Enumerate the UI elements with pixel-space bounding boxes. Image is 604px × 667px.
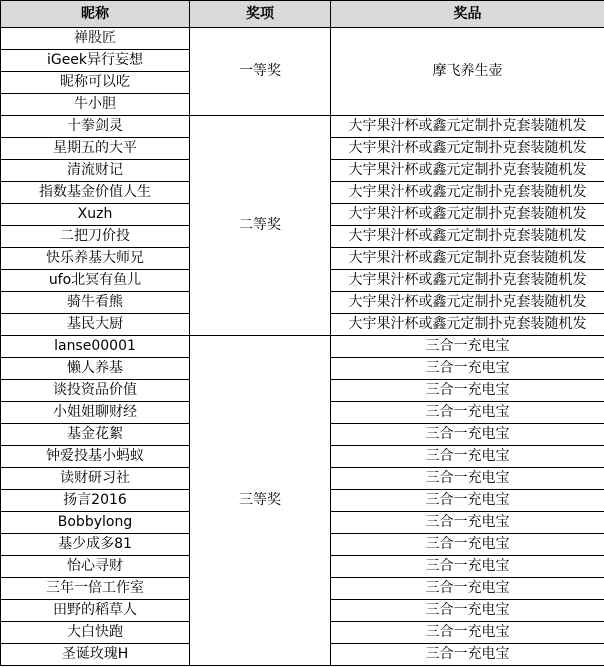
winner-nickname: ufo北冥有鱼儿 — [1, 270, 190, 292]
winner-nickname: 圣诞玫瑰H — [1, 644, 190, 666]
winner-nickname: 基金花絮 — [1, 424, 190, 446]
winner-nickname: lanse00001 — [1, 336, 190, 358]
prize-item: 三合一充电宝 — [331, 424, 604, 446]
header-row — [1, 1, 604, 28]
prize-item: 三合一充电宝 — [331, 336, 604, 358]
prize-tier: 二等奖 — [190, 116, 331, 336]
prize-item: 三合一充电宝 — [331, 402, 604, 424]
header-tier: 奖项 — [190, 1, 331, 28]
winner-nickname: Xuzh — [1, 204, 190, 226]
winner-nickname: 二把刀价投 — [1, 226, 190, 248]
prize-item: 大宇果汁杯或鑫元定制扑克套装随机发 — [331, 292, 604, 314]
prize-item: 大宇果汁杯或鑫元定制扑克套装随机发 — [331, 270, 604, 292]
winner-nickname: 三年一倍工作室 — [1, 578, 190, 600]
prize-item: 大宇果汁杯或鑫元定制扑克套装随机发 — [331, 116, 604, 138]
winner-nickname: 读财研习社 — [1, 468, 190, 490]
prize-item: 大宇果汁杯或鑫元定制扑克套装随机发 — [331, 248, 604, 270]
winner-nickname: 基少成多81 — [1, 534, 190, 556]
winner-nickname: 扬言2016 — [1, 490, 190, 512]
prize-item: 大宇果汁杯或鑫元定制扑克套装随机发 — [331, 182, 604, 204]
table-row — [1, 116, 604, 138]
prize-item: 大宇果汁杯或鑫元定制扑克套装随机发 — [331, 226, 604, 248]
prize-item: 三合一充电宝 — [331, 600, 604, 622]
prize-item: 三合一充电宝 — [331, 468, 604, 490]
prize-item: 三合一充电宝 — [331, 622, 604, 644]
table-row — [1, 28, 604, 50]
winner-nickname: 钟爱投基小蚂蚁 — [1, 446, 190, 468]
winner-nickname: 快乐养基大师兄 — [1, 248, 190, 270]
winner-nickname: 谈投资品价值 — [1, 380, 190, 402]
table-body — [1, 28, 604, 666]
prize-item: 摩飞养生壶 — [331, 28, 604, 116]
winner-nickname: 骑牛看熊 — [1, 292, 190, 314]
prize-tier: 一等奖 — [190, 28, 331, 116]
winner-nickname: iGeek异行妄想 — [1, 50, 190, 72]
winner-nickname: 牛小胆 — [1, 94, 190, 116]
prize-item: 大宇果汁杯或鑫元定制扑克套装随机发 — [331, 138, 604, 160]
prize-item: 三合一充电宝 — [331, 512, 604, 534]
winner-nickname: 大白快跑 — [1, 622, 190, 644]
winner-nickname: 禅股匠 — [1, 28, 190, 50]
winner-nickname: 指数基金价值人生 — [1, 182, 190, 204]
prize-item: 三合一充电宝 — [331, 556, 604, 578]
prize-item: 三合一充电宝 — [331, 644, 604, 666]
winner-nickname: 星期五的大平 — [1, 138, 190, 160]
winner-nickname: 昵称可以吃 — [1, 72, 190, 94]
prize-item: 大宇果汁杯或鑫元定制扑克套装随机发 — [331, 160, 604, 182]
prize-item: 大宇果汁杯或鑫元定制扑克套装随机发 — [331, 314, 604, 336]
prize-item: 三合一充电宝 — [331, 446, 604, 468]
prize-item: 三合一充电宝 — [331, 534, 604, 556]
prize-item: 大宇果汁杯或鑫元定制扑克套装随机发 — [331, 204, 604, 226]
winner-nickname: 清流财记 — [1, 160, 190, 182]
winner-nickname: 基民大厨 — [1, 314, 190, 336]
prize-tier: 三等奖 — [190, 336, 331, 666]
winner-nickname: 十拳剑灵 — [1, 116, 190, 138]
winner-nickname: 小姐姐聊财经 — [1, 402, 190, 424]
prize-item: 三合一充电宝 — [331, 380, 604, 402]
header-nickname: 昵称 — [1, 1, 190, 28]
table-row — [1, 336, 604, 358]
winner-nickname: Bobbylong — [1, 512, 190, 534]
prize-item: 三合一充电宝 — [331, 578, 604, 600]
header-prize: 奖品 — [331, 1, 604, 28]
prize-item: 三合一充电宝 — [331, 490, 604, 512]
winner-nickname: 田野的稻草人 — [1, 600, 190, 622]
winner-nickname: 懒人养基 — [1, 358, 190, 380]
prize-item: 三合一充电宝 — [331, 358, 604, 380]
winner-nickname: 怡心寻财 — [1, 556, 190, 578]
